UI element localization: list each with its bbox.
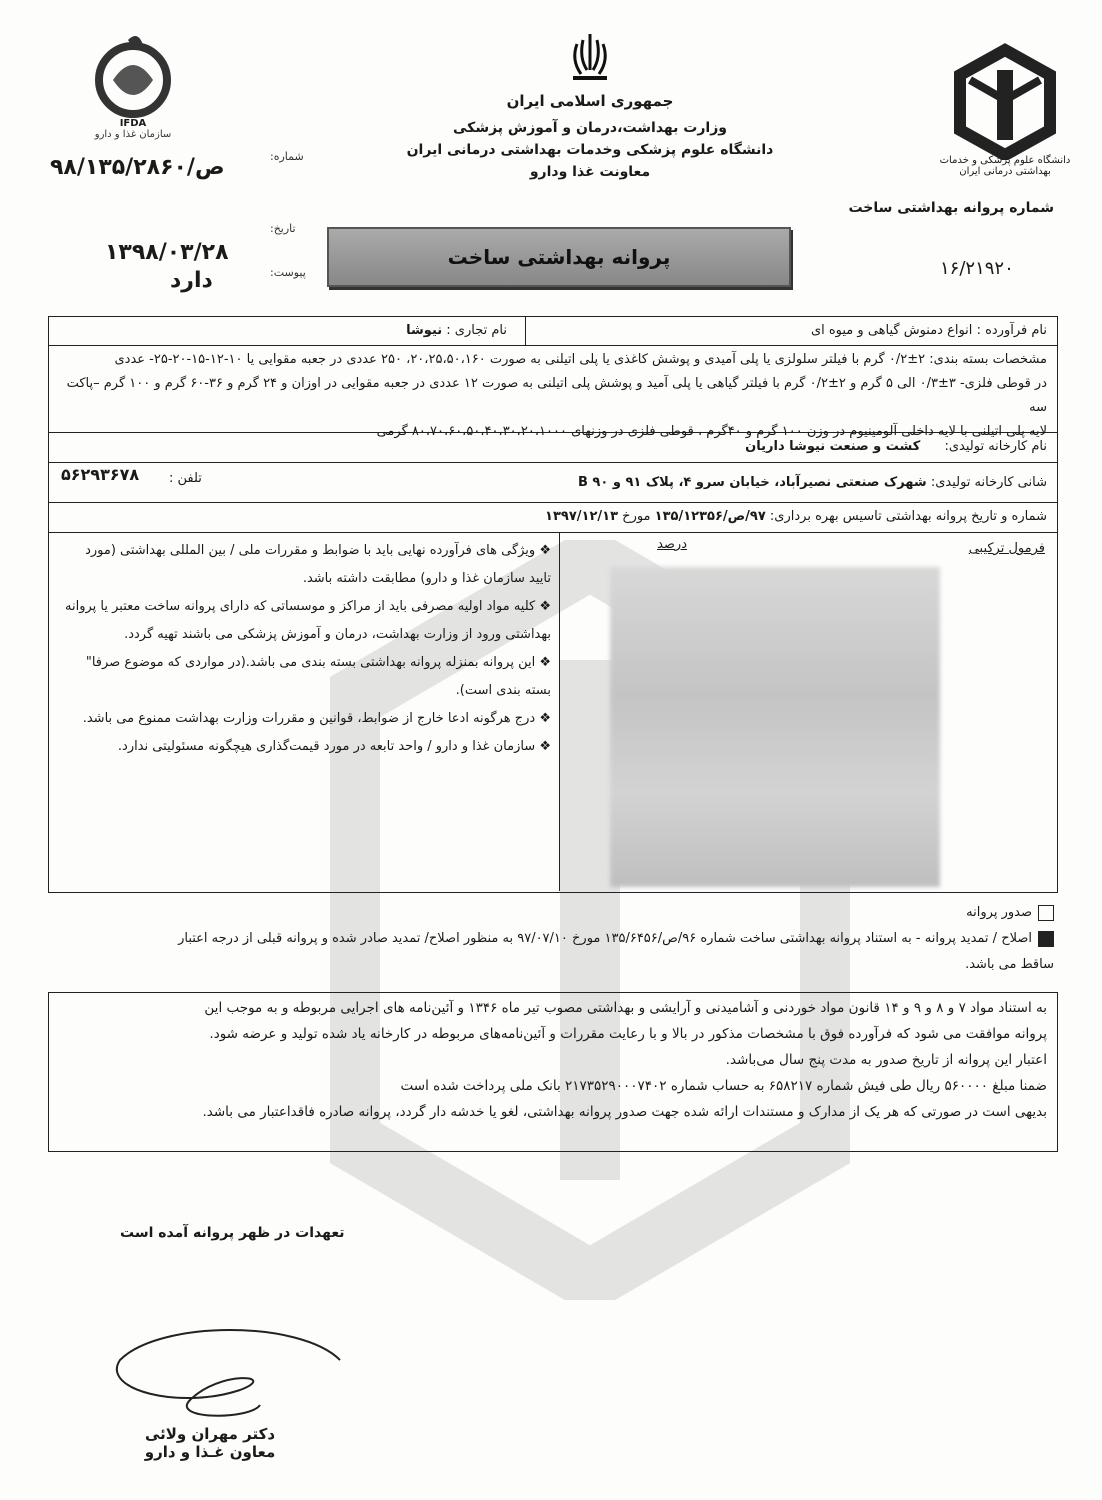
- product-row: [48, 316, 1058, 346]
- ifda-emblem-icon: [83, 30, 183, 120]
- renew-checkbox: [1038, 931, 1054, 947]
- establish-value: ۹۷/ص/۱۳۵/۱۲۳۵۶: [654, 509, 766, 524]
- address-row: [48, 463, 1058, 503]
- redacted-formula: [610, 567, 940, 887]
- formula-divider: [559, 533, 560, 891]
- university-logo-text: دانشگاه علوم پزشکی و خدمات بهداشتی درمانی ایران: [939, 155, 1071, 177]
- license-label: شماره پروانه بهداشتی ساخت: [848, 200, 1054, 216]
- body-paragraph: بدیهی است در صورتی که هر یک از مدارک و مستندات ارائه شده جهت صدور پروانه بهداشتی، لغو یا خدشه دار گردد، پروانه صادره فاقداعتبار می باشد.: [202, 1104, 1047, 1120]
- establish-date-value: ۱۳۹۷/۱۲/۱۳: [545, 509, 619, 524]
- document-title: پروانه بهداشتی ساخت: [327, 227, 791, 287]
- signature-icon: [100, 1320, 360, 1430]
- rule-item: ❖ درج هرگونه ادعا خارج از ضوابط، قوانین و مقررات وزارت بهداشت ممنوع می باشد.: [82, 711, 551, 726]
- issue-checkbox: [1038, 905, 1054, 921]
- packaging-row: [48, 346, 1058, 439]
- renew-label: اصلاح / تمدید پروانه - به استناد پروانه بهداشتی ساخت شماره ۹۶/ص/۱۳۵/۶۴۵۶ مورخ ۹۷/۰۷/۱۰ به منظور اصلاح/ تمدید صادر شده و پروانه قبلی از درجه اعتبار: [178, 931, 1032, 946]
- university-logo: [950, 40, 1060, 160]
- republic-title: جمهوری اسلامی ایران: [506, 92, 674, 110]
- date-value: ۱۳۹۸/۰۳/۲۸: [105, 240, 229, 265]
- brand-value: نیوشا: [406, 323, 443, 338]
- license-number: ۱۶/۲۱۹۲۰: [940, 258, 1014, 279]
- rule-item: ❖ کلیه مواد اولیه مصرفی باید از مراکز و موسساتی که دارای پروانه ساخت معتبر یا پروانه بهداشتی ورود از وزارت بهداشت، درمان و آموزش پزشکی می باشند تهیه گردد.: [65, 599, 551, 642]
- header-center: [400, 30, 780, 180]
- address-label: شانی کارخانه تولیدی:: [930, 475, 1047, 490]
- body-paragraph: ضمنا مبلغ ۵۶۰۰۰۰ ریال طی فیش شماره ۶۵۸۲۱۷ به حساب شماره ۲۱۷۳۵۲۹۰۰۰۷۴۰۲ بانک ملی پرداخت شده است: [400, 1078, 1047, 1094]
- university-title: دانشگاه علوم پزشکی وخدمات بهداشتی درمانی ایران: [406, 142, 774, 158]
- number-label: شماره:: [270, 150, 304, 163]
- ministry-title: وزارت بهداشت،درمان و آموزش پزشکی: [453, 120, 727, 136]
- university-emblem-icon: [950, 40, 1060, 160]
- percent-label: درصد: [657, 537, 687, 552]
- rule-item: ❖ ویژگی های فرآورده نهایی باید با ضوابط و مقررات ملی / بین المللی بهداشتی (مورد تایید سازمان غذا و دارو) مطابقت داشته باشد.: [85, 543, 551, 586]
- packaging-line3: لایه پلی اتیلنی با لایه داخلی آلومینیوم در وزن ۱۰۰ گرم و ۴۰گرم ، قوطی فلزی در وزنهای ۸۰،۷۰،۶۰،۵۰،۴۰،۳۰،۲۰،۱۰۰۰ گرمی: [376, 424, 1047, 439]
- issue-label: صدور پروانه: [966, 905, 1032, 920]
- factory-row: [48, 433, 1058, 463]
- address-value: شهرک صنعتی نصیرآباد، خیابان سرو ۴، پلاک ۹۱ و B ۹۰: [578, 475, 927, 490]
- options-section: [44, 900, 1054, 978]
- establish-label: شماره و تاریخ پروانه بهداشتی تاسیس بهره برداری:: [769, 509, 1047, 524]
- establishment-row: [48, 503, 1058, 533]
- rule-item: ❖ این پروانه بمنزله پروانه بهداشتی بسته بندی می باشد.(در مواردی که موضوع صرفا" بسته بندی است).: [85, 655, 551, 698]
- attachment-label: پیوست:: [270, 266, 306, 279]
- attachment-value: دارد: [170, 268, 213, 293]
- signer: [130, 1425, 290, 1461]
- rules-list: [61, 537, 551, 761]
- renew-label-2: ساقط می باشد.: [965, 957, 1054, 972]
- commitments-note: تعهدات در ظهر پروانه آمده است: [120, 1225, 345, 1241]
- number-value: ۹۸/ص/۱۳۵/۲۸۶۰: [50, 155, 225, 180]
- body-paragraph: پروانه موافقت می شود که فرآورده فوق با مشخصات مذکور در بالا و با رعایت مقررات و آئین‌نامه‌های مربوطه در کارخانه یاد شده تولید و عرضه شود.: [209, 1026, 1047, 1042]
- date-label: تاریخ:: [270, 222, 296, 235]
- phone-label: تلفن :: [169, 471, 202, 486]
- establish-date-label: مورخ: [622, 509, 651, 524]
- ifda-name: سازمان غذا و دارو: [94, 129, 172, 140]
- phone-value: ۵۶۲۹۳۶۷۸: [61, 465, 140, 484]
- brand-label: نام تجاری :: [446, 323, 507, 338]
- product-divider: [525, 317, 526, 345]
- ifda-logo: [78, 30, 188, 150]
- product-name-label: نام فرآورده :: [976, 323, 1047, 338]
- rule-item: ❖ سازمان غذا و دارو / واحد تابعه در مورد قیمت‌گذاری هیچگونه مسئولیتی ندارد.: [117, 739, 551, 754]
- product-name-cell: [801, 319, 1057, 343]
- signer-name: دکتر مهران ولائی: [144, 1425, 276, 1443]
- packaging-line2: در قوطی فلزی- ۳±۰/۳ الی ۵ گرم و ۲±۰/۲ گرم با فیلتر گیاهی یا پلی آمید و پوشش پلی اتیلنی به صورت ۱۲ عددی در جعبه مقوایی در اوزان و ۲۴ گرم و ۳۶-۶۰ گرم و ۱۰۰ گرم –پاکت سه: [66, 376, 1047, 415]
- ifda-abbrev: IFDA: [119, 118, 147, 129]
- product-name-value: انواع دمنوش گیاهی و میوه ای: [810, 323, 973, 338]
- formula-label: فرمول ترکیبی: [968, 541, 1045, 556]
- signer-title: معاون غـذا و دارو: [144, 1443, 276, 1461]
- body-paragraph: به استناد مواد ۷ و ۸ و ۹ و ۱۴ قانون مواد خوردنی و آشامیدنی و آرایشی و بهداشتی مصوب تیر ماه ۱۳۴۶ و آئین‌نامه های اجرایی مربوطه و به موجب این: [204, 1000, 1047, 1016]
- deputy-title: معاونت غذا ودارو: [529, 164, 651, 180]
- iran-emblem-icon: [567, 30, 613, 86]
- brand-cell: [396, 319, 517, 343]
- legal-body: [48, 992, 1058, 1152]
- factory-label: نام کارخانه تولیدی:: [944, 439, 1047, 454]
- packaging-label: مشخصات بسته بندی:: [929, 352, 1047, 367]
- packaging-line1: ۲±۰/۲ گرم با فیلتر سلولزی یا پلی آمیدی و پوشش کاغذی یا پلی اتیلنی به صورت ۲۰،۲۵،۵۰،۱۶۰، ۲۵۰ عددی در جعبه مقوایی یا ۱۰-۱۲-۱۵-۲۰-۲۵- عددی: [114, 352, 926, 367]
- body-paragraph: اعتبار این پروانه از تاریخ صدور به مدت پنج سال می‌باشد.: [725, 1052, 1047, 1068]
- factory-value: کشت و صنعت نیوشا داریان: [745, 439, 921, 454]
